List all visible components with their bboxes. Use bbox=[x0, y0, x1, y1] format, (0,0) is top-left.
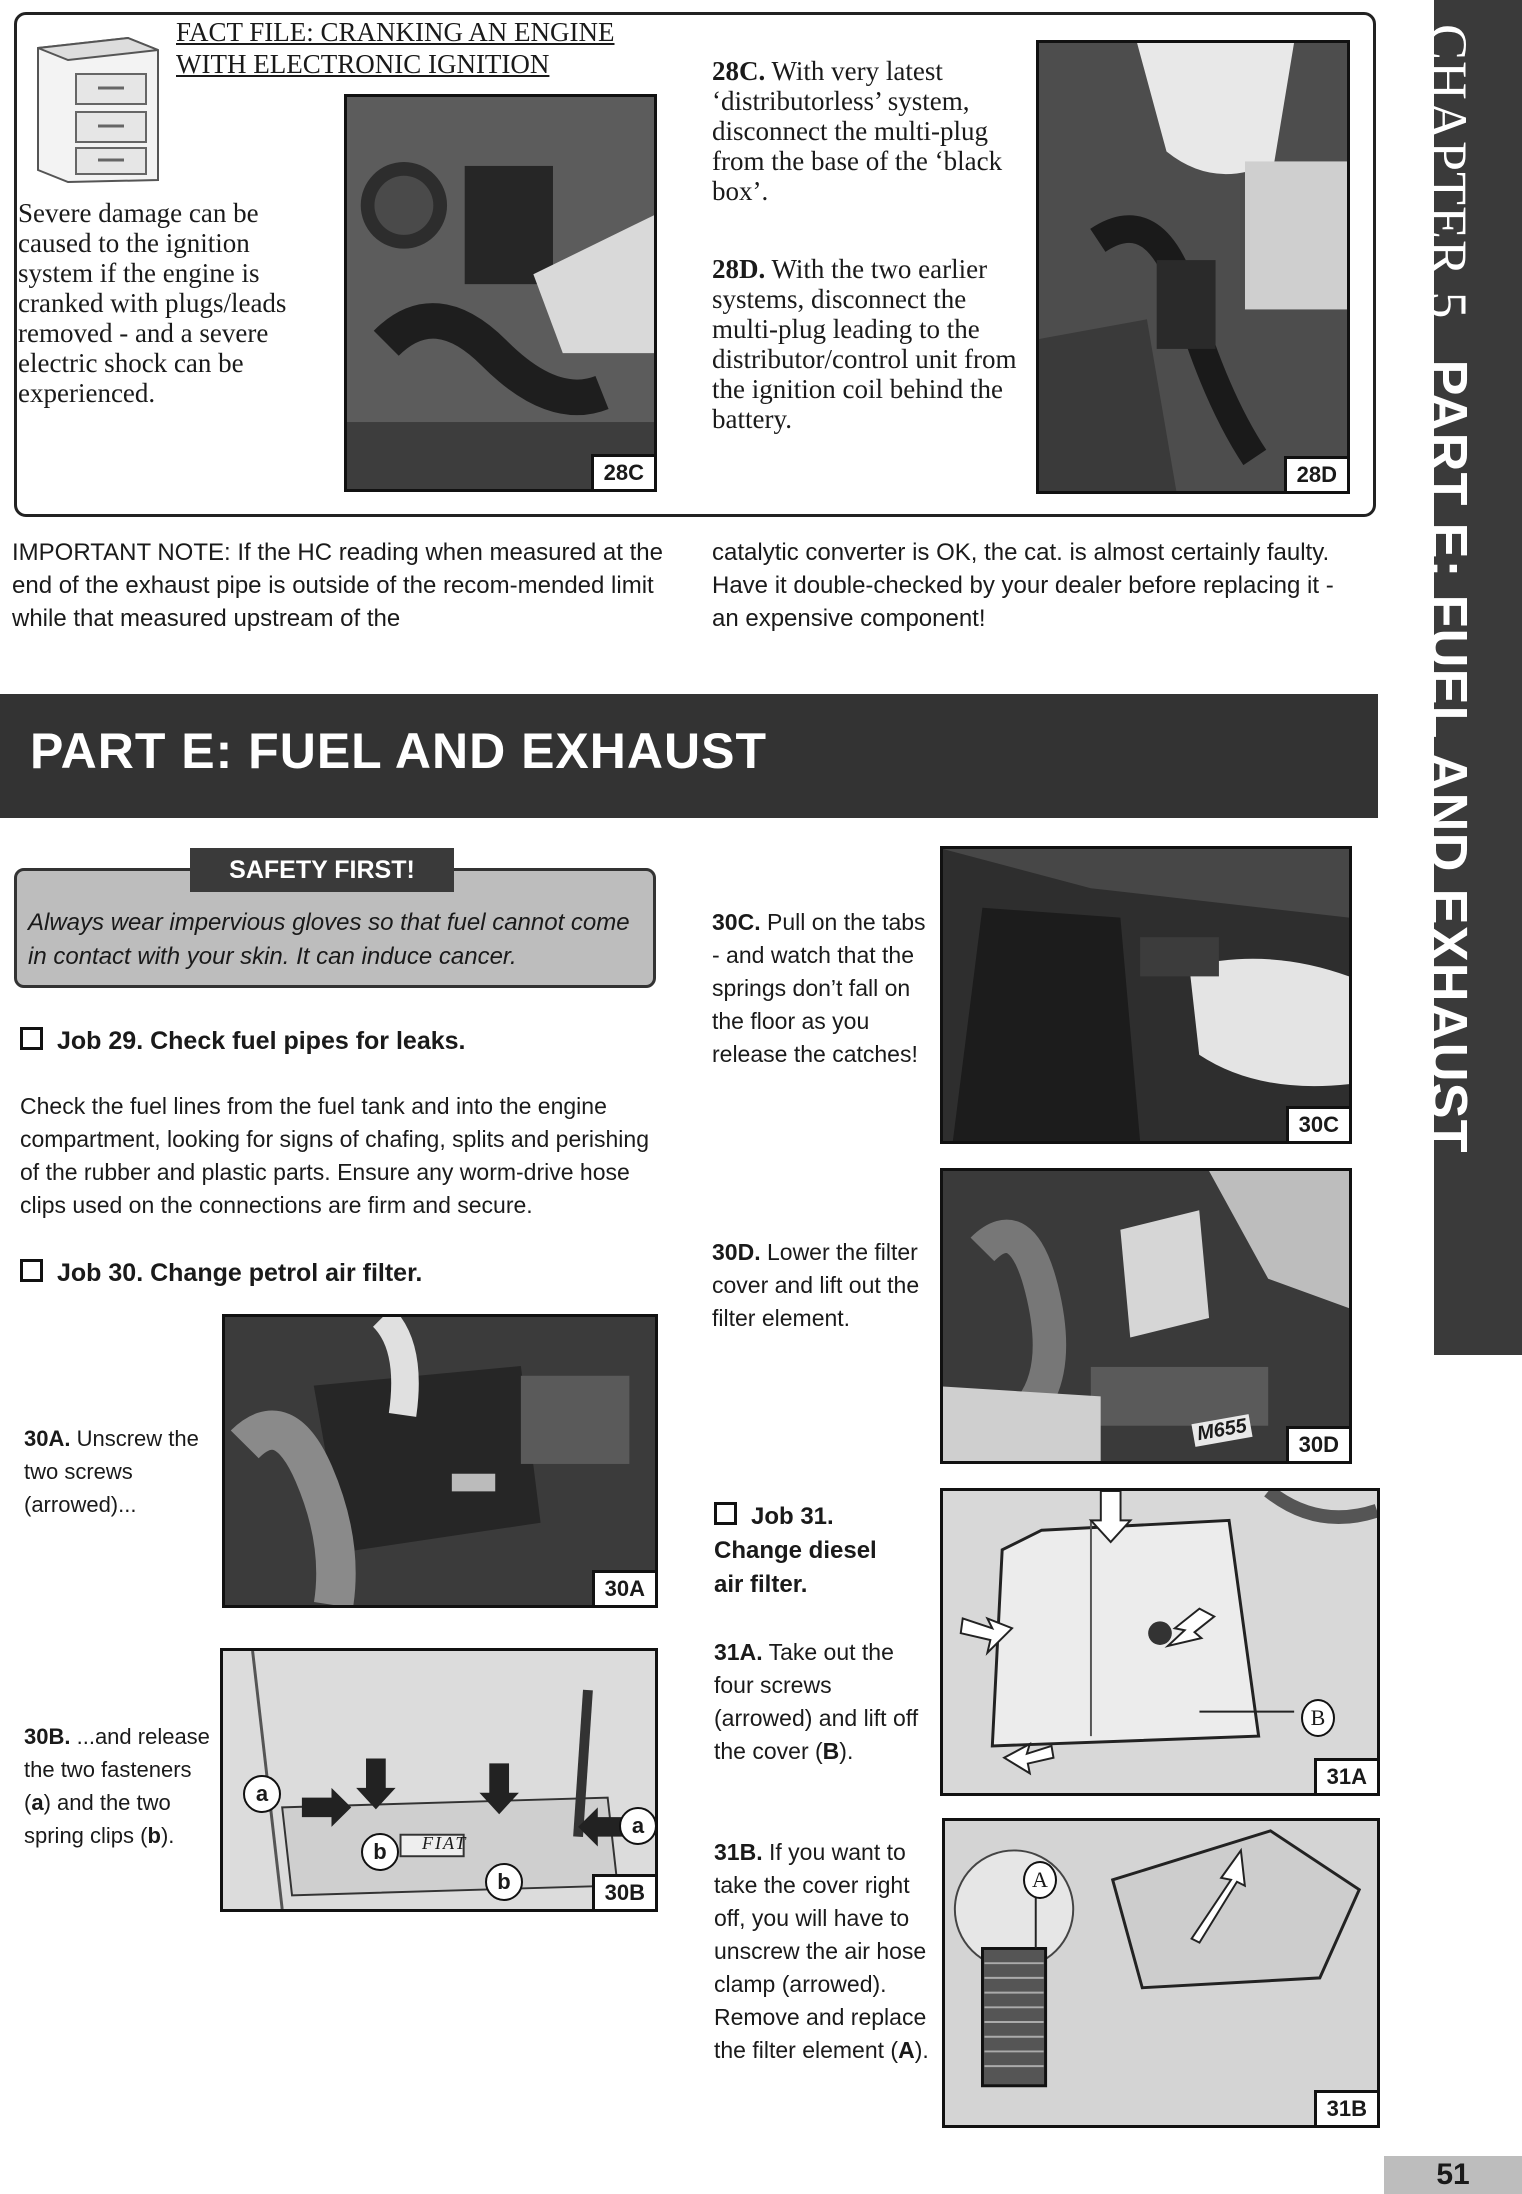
callout-a: a bbox=[619, 1807, 657, 1845]
fact-file-body: Severe damage can be caused to the ignition system if the engine is cranked with plugs/leads removed - and a severe electric shock can be experienced. bbox=[18, 198, 287, 408]
photo-label: 30A bbox=[592, 1570, 655, 1605]
callout-b: b bbox=[361, 1833, 399, 1871]
important-note-right: catalytic converter is OK, the cat. is almost certainly faulty. Have it double-checked by your dealer before replacing it - an expensive component! bbox=[712, 539, 1334, 632]
air-filter-housing-photo-image bbox=[225, 1317, 655, 1605]
air-filter-diagram-image bbox=[223, 1651, 655, 1909]
important-note-left: IMPORTANT NOTE: If the HC reading when measured at the end of the exhaust pipe is outside of the recom-mended limit while that measured upstream of the bbox=[12, 539, 663, 632]
photo-label: 28D bbox=[1284, 456, 1347, 491]
section-title: PART E: FUEL AND EXHAUST bbox=[30, 723, 767, 779]
number-plate: M655 bbox=[1191, 1414, 1252, 1447]
checkbox-icon bbox=[20, 1259, 43, 1282]
job-29-heading: Job 29. Check fuel pipes for leaks. bbox=[20, 1024, 465, 1058]
diesel-filter-element-diagram-image bbox=[945, 1821, 1377, 2125]
job-29-body: Check the fuel lines from the fuel tank and into the engine compartment, looking for signs of chafing, splits and perishing of the rubber and plastic parts. Ensure any worm-drive hose clips used on the connections are firm and secure. bbox=[20, 1093, 649, 1218]
filter-catch-photo-image bbox=[943, 849, 1349, 1141]
job-31-heading: Job 31. Change diesel air filter. bbox=[714, 1503, 877, 1598]
caption-30b: 30B. ...and release the two fasteners (a) and the two spring clips (b). bbox=[24, 1724, 210, 1848]
callout-A: A bbox=[1023, 1861, 1057, 1899]
callout-a: a bbox=[243, 1775, 281, 1813]
photo-30d bbox=[940, 1168, 1352, 1464]
safety-tab: SAFETY FIRST! bbox=[190, 848, 454, 892]
fiat-badge: FIAT bbox=[422, 1833, 468, 1853]
fact-file-title: FACT FILE: CRANKING AN ENGINE WITH ELECTRONIC IGNITION bbox=[176, 17, 615, 79]
caption-31a: 31A. Take out the four screws (arrowed) and lift off the cover (B). bbox=[714, 1639, 919, 1764]
photo-label: 30C bbox=[1286, 1106, 1349, 1141]
checkbox-icon bbox=[714, 1502, 737, 1525]
filing-cabinet-icon bbox=[28, 30, 162, 184]
photo-label: 30D bbox=[1286, 1426, 1349, 1461]
chapter-label: CHAPTER 5 bbox=[1418, 24, 1478, 320]
caption-31b: 31B. If you want to take the cover right off, you will have to unscrew the air hose clamp (arrowed). Remove and replace the filter element (A). bbox=[714, 1839, 929, 2063]
diesel-filter-cover-diagram-image bbox=[943, 1491, 1377, 1793]
page-number: 51 bbox=[1436, 2158, 1470, 2191]
photo-30c bbox=[940, 846, 1352, 1144]
photo-label: 31B bbox=[1314, 2090, 1377, 2125]
part-label: PART E: FUEL AND EXHAUST bbox=[1418, 359, 1478, 1154]
callout-b: b bbox=[485, 1863, 523, 1901]
photo-label: 31A bbox=[1314, 1758, 1377, 1793]
filter-removal-photo-image bbox=[943, 1171, 1349, 1461]
photo-label: 28C bbox=[591, 454, 654, 489]
safety-text: Always wear impervious gloves so that fuel cannot come in contact with your skin. It can induce cancer. bbox=[28, 909, 630, 970]
job-30-heading: Job 30. Change petrol air filter. bbox=[20, 1256, 422, 1290]
photo-31a bbox=[940, 1488, 1380, 1796]
caption-30a: 30A. Unscrew the two screws (arrowed)... bbox=[24, 1426, 199, 1517]
caption-28d: 28D. With the two earlier systems, disconnect the multi-plug leading to the distributor/control unit from the ignition coil behind the battery. bbox=[712, 254, 1017, 434]
photo-31b bbox=[942, 1818, 1380, 2128]
photo-30a bbox=[222, 1314, 658, 1608]
callout-B: B bbox=[1301, 1699, 1335, 1737]
checkbox-icon bbox=[20, 1027, 43, 1050]
photo-28c bbox=[344, 94, 657, 492]
photo-label: 30B bbox=[592, 1874, 655, 1909]
photo-28d bbox=[1036, 40, 1350, 494]
ignition-coil-photo-image bbox=[1039, 43, 1347, 491]
caption-30d: 30D. Lower the filter cover and lift out the filter element. bbox=[712, 1239, 920, 1331]
caption-30c: 30C. Pull on the tabs - and watch that the springs don’t fall on the floor as you release the catches! bbox=[712, 909, 926, 1067]
photo-30b bbox=[220, 1648, 658, 1912]
caption-28c: 28C. With very latest ‘distributorless’ system, disconnect the multi-plug from the base of the ‘black box’. bbox=[712, 56, 1003, 206]
chapter-side-text bbox=[1418, 24, 1478, 1154]
engine-photo-image bbox=[347, 97, 654, 489]
